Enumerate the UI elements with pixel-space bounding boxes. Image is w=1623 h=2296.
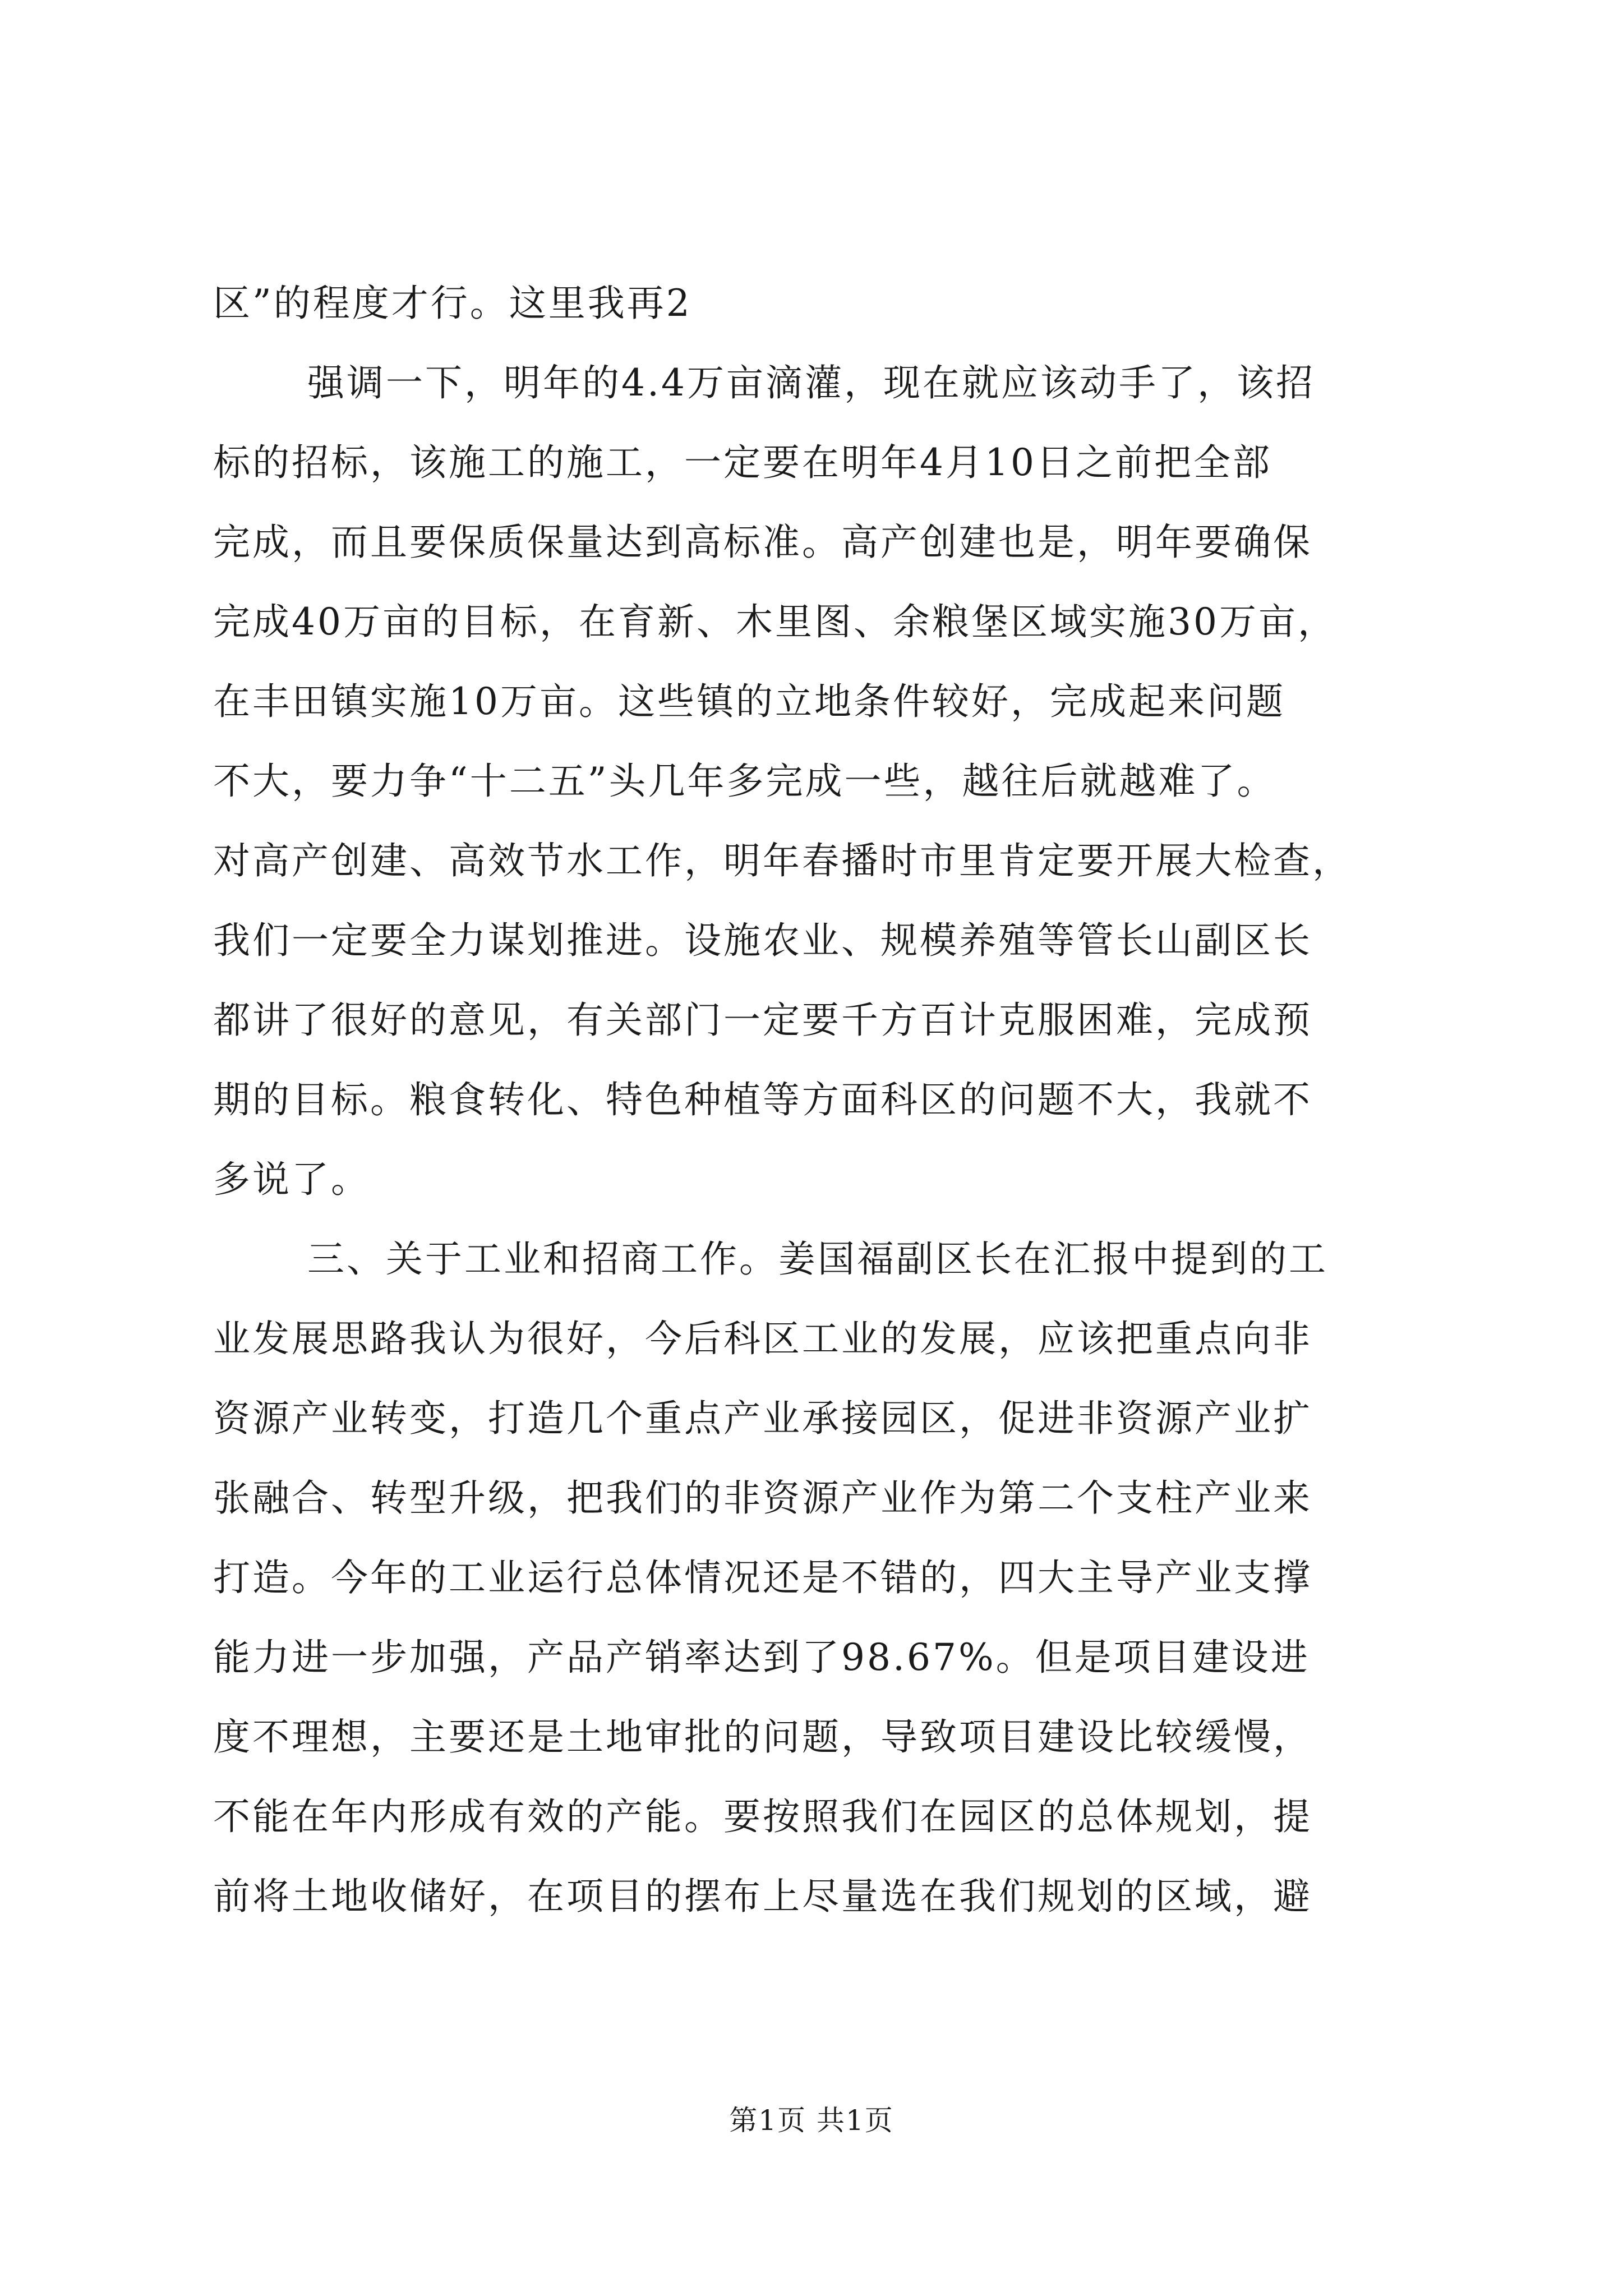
text-line: 不大，要力争“十二五”头几年多完成一些，越往后就越难了。 [213, 760, 1276, 803]
text-line: 张融合、转型升级，把我们的非资源产业作为第二个支柱产业来 [213, 1476, 1312, 1520]
text-line: 多说了。 [213, 1158, 370, 1201]
text-line: 完成40万亩的目标，在育新、木里图、余粮堡区域实施30万亩， [213, 600, 1337, 643]
text-line: 能力进一步加强，产品产销率达到了98.67%。但是项目建设进 [213, 1636, 1310, 1679]
paragraph-first-line: 强调一下，明年的4.4万亩滴灌，现在就应该动手了，该招 [307, 361, 1315, 404]
text-line: 标的招标，该施工的施工，一定要在明年4月10日之前把全部 [213, 441, 1272, 484]
text-line: 前将土地收储好，在项目的摆布上尽量选在我们规划的区域，避 [213, 1875, 1312, 1918]
text-line: 区”的程度才行。这里我再2 [213, 282, 692, 325]
text-line: 期的目标。粮食转化、特色种植等方面科区的问题不大，我就不 [213, 1078, 1312, 1121]
text-line: 资源产业转变，打造几个重点产业承接园区，促进非资源产业扩 [213, 1397, 1312, 1440]
text-line: 都讲了很好的意见，有关部门一定要千方百计克服困难，完成预 [213, 999, 1312, 1042]
text-line: 不能在年内形成有效的产能。要按照我们在园区的总体规划，提 [213, 1795, 1312, 1838]
paragraph-first-line: 三、关于工业和招商工作。姜国福副区长在汇报中提到的工 [307, 1237, 1328, 1281]
text-line: 打造。今年的工业运行总体情况还是不错的，四大主导产业支撑 [213, 1556, 1312, 1599]
page-footer: 第1页 共1页 [729, 2104, 894, 2137]
text-line: 业发展思路我认为很好，今后科区工业的发展，应该把重点向非 [213, 1317, 1312, 1360]
text-line: 完成，而且要保质保量达到高标准。高产创建也是，明年要确保 [213, 521, 1312, 564]
text-line: 对高产创建、高效节水工作，明年春播时市里肯定要开展大检查， [213, 839, 1352, 882]
document-body [213, 264, 1419, 1936]
text-line: 在丰田镇实施10万亩。这些镇的立地条件较好，完成起来问题 [213, 680, 1285, 723]
text-line: 度不理想，主要还是土地审批的问题，导致项目建设比较缓慢， [213, 1715, 1312, 1759]
text-line: 我们一定要全力谋划推进。设施农业、规模养殖等管长山副区长 [213, 919, 1312, 962]
